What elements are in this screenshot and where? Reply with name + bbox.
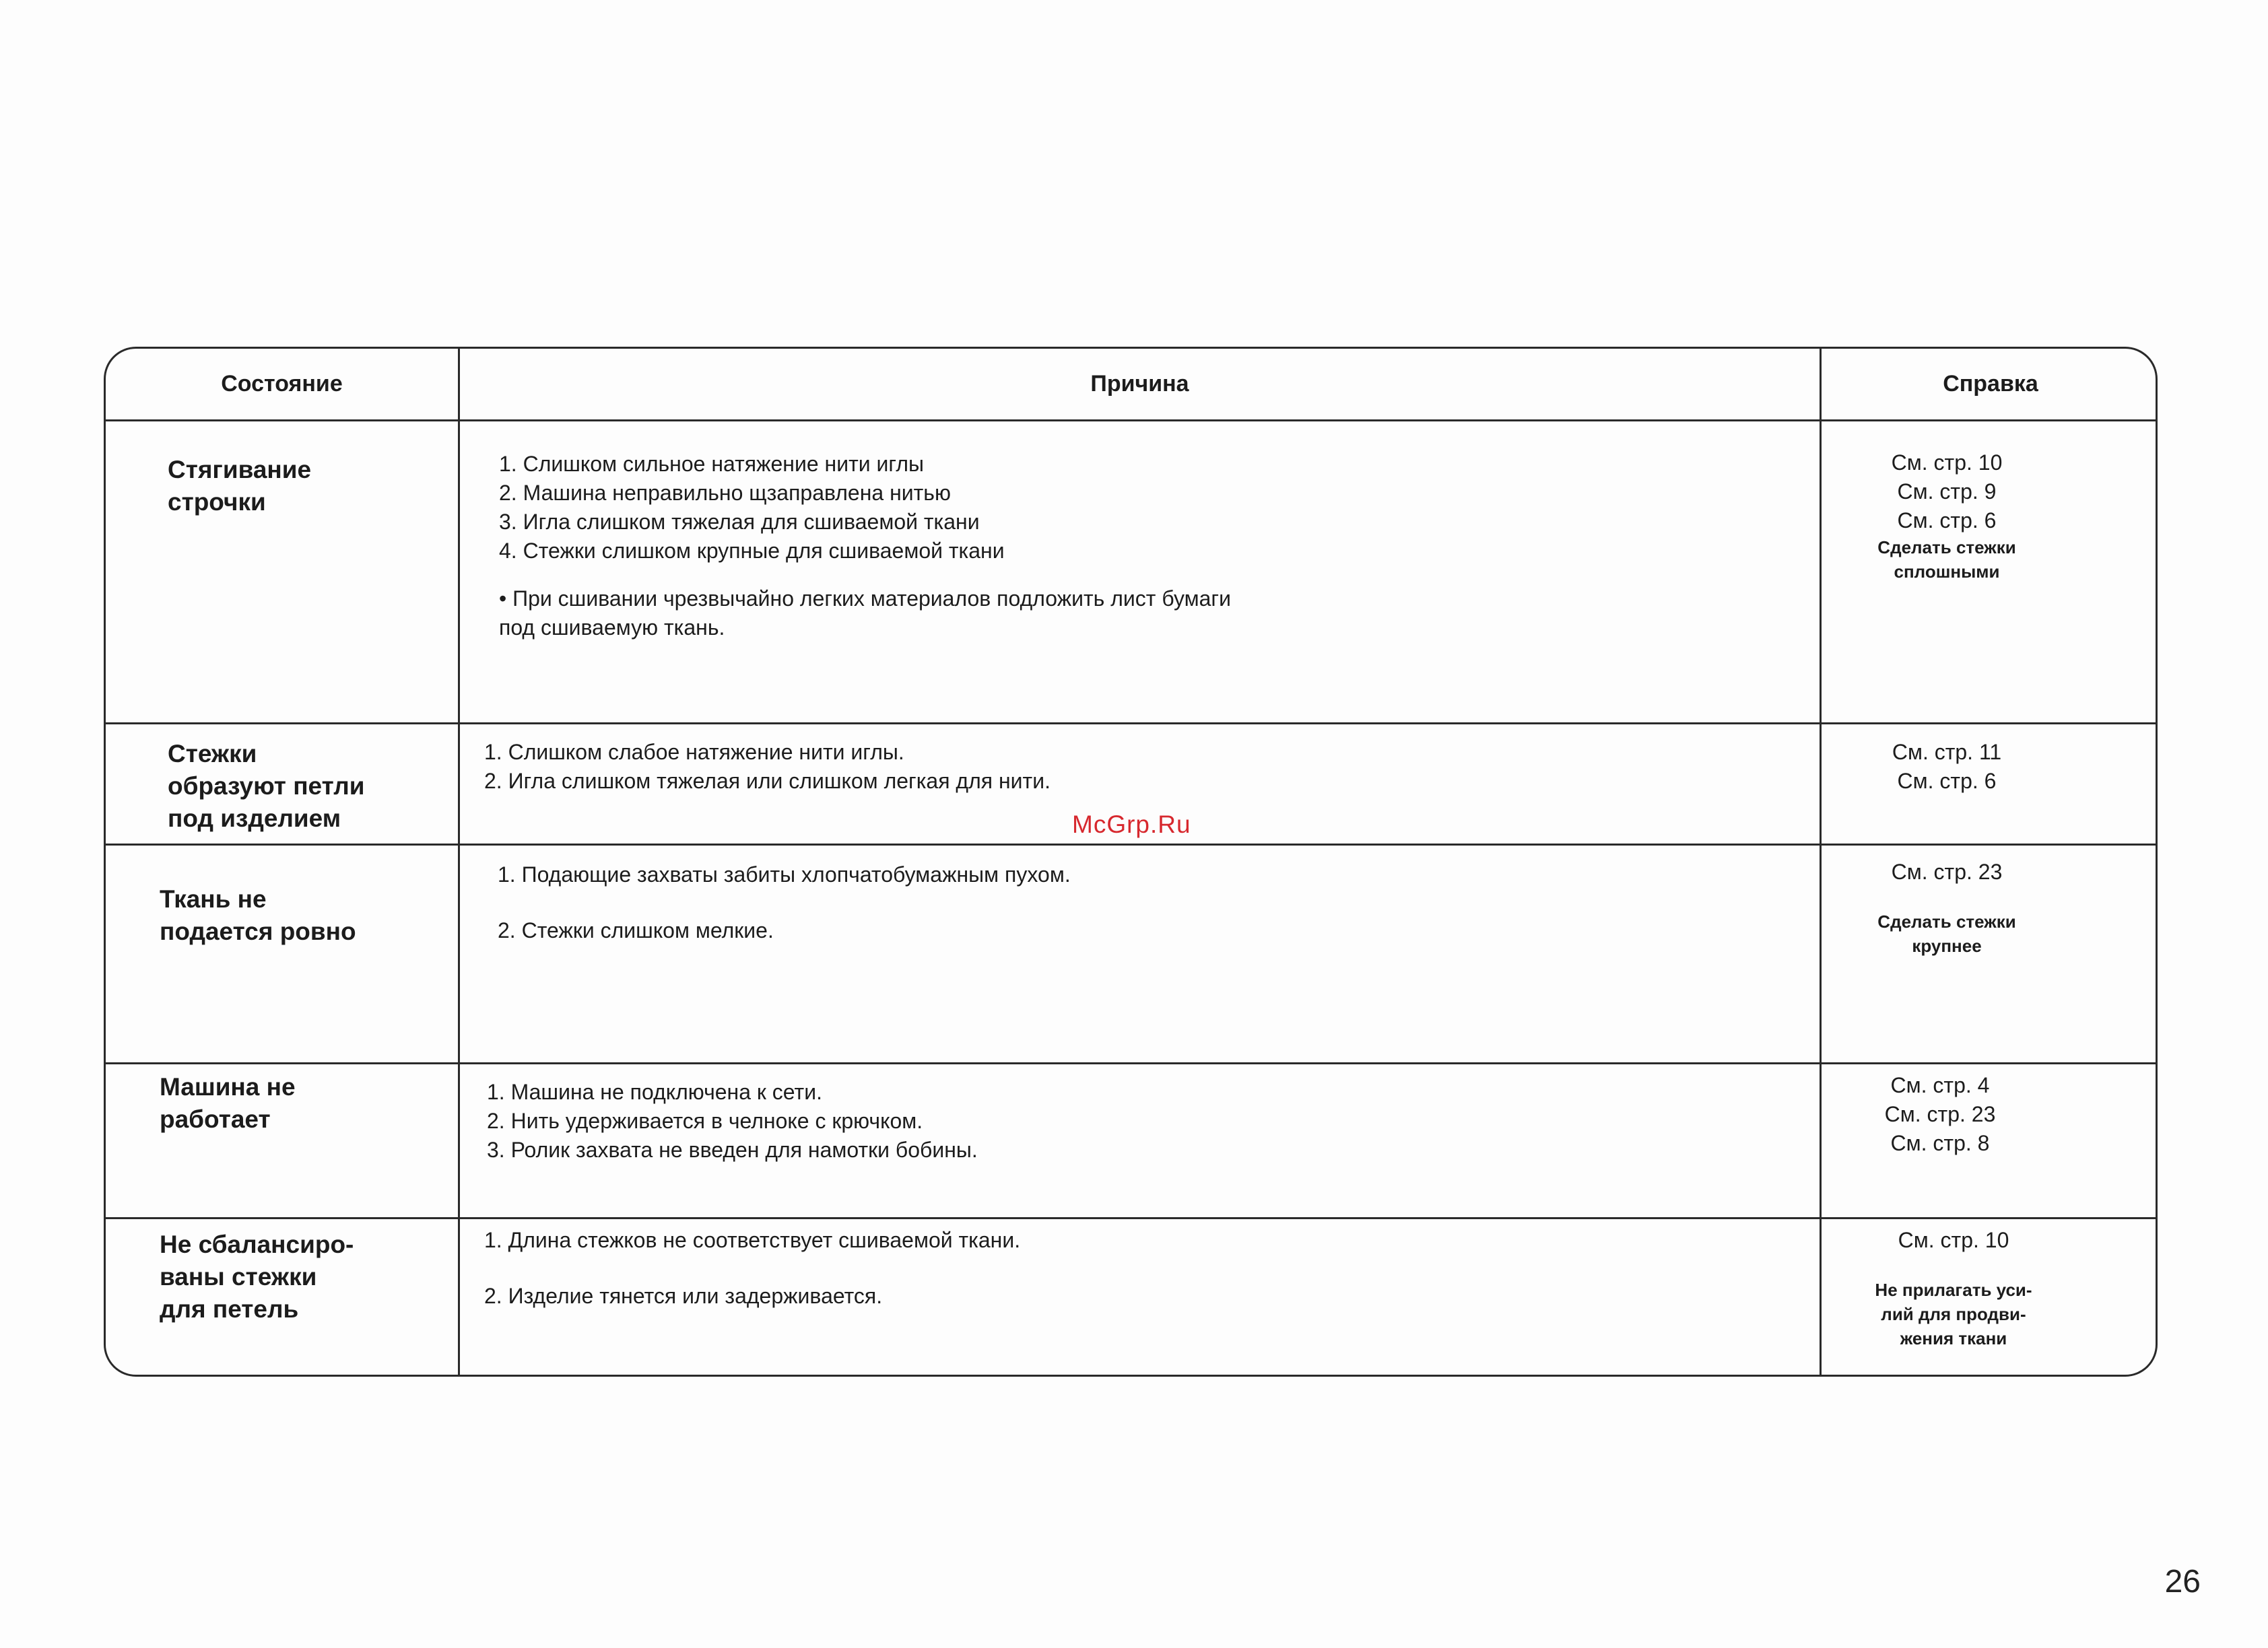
table-row-state (106, 724, 460, 846)
table-row-reference (1822, 1219, 2158, 1377)
cause-item: 2. Машина неправильно щзаправлена нитью (499, 481, 951, 505)
cause-item: 2. Игла слишком тяжелая или слишком легкая для нити. (484, 769, 1050, 793)
header-cause: Причина (460, 349, 1822, 421)
state-label: Ткань не подается ровно (160, 885, 356, 945)
table-row-state (106, 1064, 460, 1219)
cause-item: 1. Слишком сильное натяжение нити иглы (499, 452, 924, 476)
reference-note: Не прилагать уси- лий для продви- жения ткани (1875, 1280, 2032, 1348)
table-row-reference (1822, 724, 2158, 846)
table-row-reference (1822, 421, 2158, 724)
reference-page: См. стр. 10 (1891, 450, 2003, 475)
watermark-text: McGrp.Ru (1072, 811, 1191, 838)
reference-page: См. стр. 10 (1898, 1228, 2009, 1252)
reference-page: См. стр. 6 (1897, 769, 1997, 793)
cause-item: 2. Стежки слишком мелкие. (498, 918, 774, 942)
table-row-cause (460, 1064, 1822, 1219)
reference-page: См. стр. 6 (1897, 508, 1997, 533)
state-label: Стягивание строчки (168, 456, 312, 516)
reference-note: Сделать стежки крупнее (1877, 912, 2016, 956)
cause-item: 1. Длина стежков не соответствует сшиваемой ткани. (484, 1228, 1021, 1252)
table-row-state (106, 846, 460, 1064)
page-number: 26 (2164, 1564, 2201, 1600)
cause-item: 2. Изделие тянется или задерживается. (484, 1284, 883, 1308)
table-row-state (106, 421, 460, 724)
header-reference: Справка (1822, 349, 2158, 421)
table-row-cause (460, 846, 1822, 1064)
reference-page: См. стр. 4 (1890, 1073, 1990, 1097)
header-state: Состояние (106, 349, 460, 421)
cause-note: • При сшивании чрезвычайно легких материалов подложить лист бумаги под сшиваемую ткань. (499, 586, 1231, 640)
reference-page: См. стр. 23 (1884, 1102, 1996, 1126)
reference-page: См. стр. 8 (1890, 1131, 1990, 1155)
troubleshooting-table (104, 347, 2158, 1377)
cause-item: 2. Нить удерживается в челноке с крючком. (487, 1109, 923, 1133)
table-row-cause (460, 421, 1822, 724)
cause-item: 3. Ролик захвата не введен для намотки бобины. (487, 1138, 978, 1162)
state-label: Не сбалансиро- ваны стежки для петель (160, 1231, 354, 1323)
reference-note: Сделать стежки сплошными (1877, 537, 2016, 582)
cause-item: 3. Игла слишком тяжелая для сшиваемой ткани (499, 510, 980, 534)
state-label: Машина не работает (160, 1073, 296, 1133)
reference-page: См. стр. 11 (1892, 740, 2002, 764)
reference-page: См. стр. 9 (1897, 479, 1997, 504)
reference-page: См. стр. 23 (1891, 860, 2003, 884)
table-row-state (106, 1219, 460, 1377)
table-row-reference (1822, 846, 2158, 1064)
table-row-reference (1822, 1064, 2158, 1219)
table-row-cause (460, 1219, 1822, 1377)
cause-item: 1. Подающие захваты забиты хлопчатобумажным пухом. (498, 862, 1071, 887)
state-label: Стежки образуют петли под изделием (168, 740, 365, 832)
cause-item: 1. Машина не подключена к сети. (487, 1080, 822, 1104)
cause-item: 4. Стежки слишком крупные для сшиваемой ткани (499, 539, 1005, 563)
cause-item: 1. Слишком слабое натяжение нити иглы. (484, 740, 904, 764)
